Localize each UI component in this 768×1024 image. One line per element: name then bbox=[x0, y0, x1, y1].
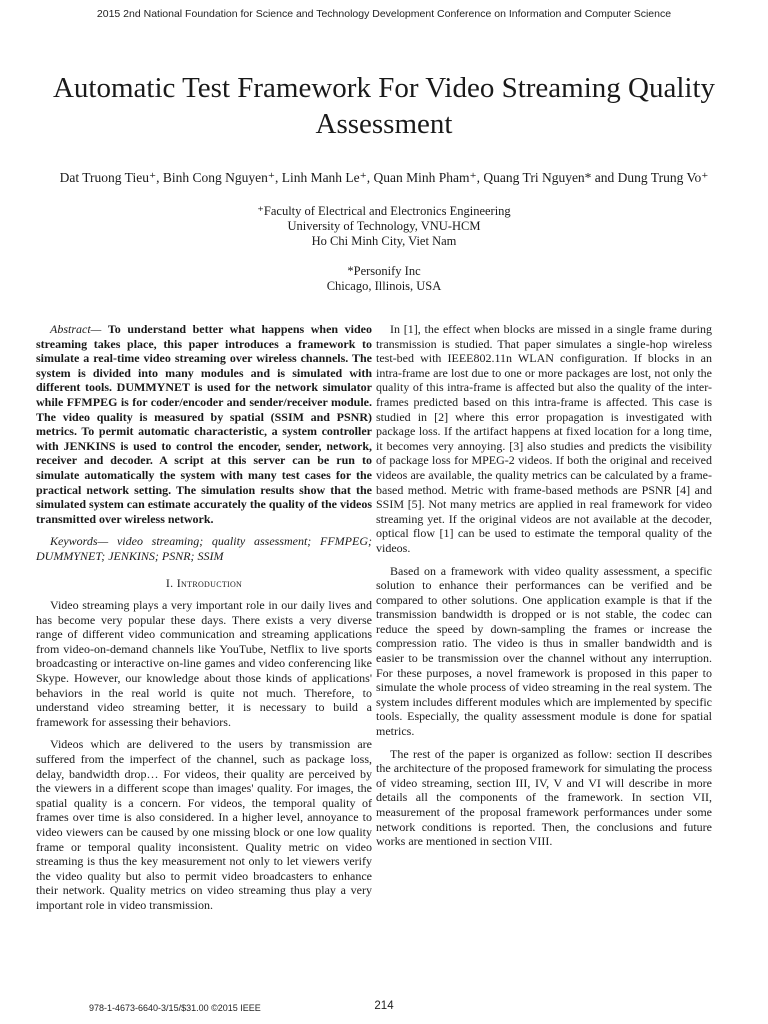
abstract-label: Abstract— bbox=[50, 322, 102, 336]
page-number: 214 bbox=[374, 1000, 394, 1012]
affiliation-line: Chicago, Illinois, USA bbox=[326, 279, 442, 293]
author-list: Dat Truong Tieu⁺, Binh Cong Nguyen⁺, Linh Manh Le⁺, Quan Minh Pham⁺, Quang Tri Nguyen* and Dung Trung Vo⁺ bbox=[59, 170, 709, 185]
keywords bbox=[36, 534, 372, 563]
paper-title: Automatic Test Framework For Video Streaming Quality Assessment bbox=[52, 72, 716, 140]
abstract bbox=[36, 322, 372, 526]
body-paragraph: Video streaming plays a very important role in our daily lives and has become very popular these days. There exists a very diverse range of different video communication and streaming applications from video-on-demand channels like YouTube, Netflix to live sports broadcasting or interactive on-line games and video conferencing like Skype. However, our knowledge about those kinds of applications' behaviors in the real world is quite not much. Therefore, to understand video streaming better, it is necessary to build a framework for assessing their behaviors. bbox=[36, 598, 372, 729]
left-column bbox=[36, 322, 372, 921]
body-paragraph: The rest of the paper is organized as follow: section II describes the architecture of the proposed framework for simulating the process of video streaming, section III, IV, V and VI will describe in more details all the components of the framework. In section VII, measurement of the proposal framework performances under some network conditions is reported. Then, the conclusions and future works are mentioned in section VIII. bbox=[376, 746, 712, 849]
section-number: I. bbox=[165, 575, 174, 590]
affiliation-line: University of Technology, VNU-HCM bbox=[287, 219, 481, 233]
affiliation-primary bbox=[100, 204, 668, 249]
abstract-text: To understand better what happens when video streaming takes place, this paper introduces a framework to simulate a real-time video streaming over wireless channels. The system is divided into many modules and is simulated with different tools. DUMMYNET is used for the network simulator while FFMPEG is for coder/encoder and sender/receiver module. The video quality is measured by spatial (SSIM and PSNR) metrics. To permit automatic characteristic, a system controller with JENKINS is used to control the encoder, sender, network, receiver and decoder. A script at this server can be run to simulate automatically the system with many test cases for the practical network setting. The simulation results show that the simulated system can estimate accurately the quality of the videos transmitted over wireless network. bbox=[36, 322, 372, 526]
affiliation-line: ⁺Faculty of Electrical and Electronics Engineering bbox=[257, 204, 511, 218]
section-title: Introduction bbox=[176, 575, 243, 590]
conference-header: 2015 2nd National Foundation for Science and Technology Development Conference on Information and Computer Science bbox=[96, 8, 672, 20]
right-column bbox=[376, 322, 712, 857]
keywords-text: video streaming; quality assessment; FFMPEG; DUMMYNET; JENKINS; PSNR; SSIM bbox=[36, 534, 372, 563]
body-paragraph: Based on a framework with video quality assessment, a specific solution to enhance their performances can be verified and be compared to other solutions. One application example is that if the transmission bandwidth is dropped or is not stable, the codec can reduce the speed by down-sampling the frames or increase the compression ratio. The video is thus in smaller bandwidth and is easier to be transmission over the channel without any interruption. For these purposes, a novel framework is proposed in this paper to simulate the whole process of video streaming in the real system. The system includes different modules which are implemented by specific tools. Especially, the quality assessment module is done for spatial metrics. bbox=[376, 563, 712, 739]
affiliation-secondary bbox=[100, 264, 668, 294]
keywords-label: Keywords— bbox=[50, 534, 109, 549]
affiliation-line: Ho Chi Minh City, Viet Nam bbox=[311, 234, 457, 248]
body-paragraph: Videos which are delivered to the users by transmission are suffered from the imperfect of the channel, such as package loss, delay, bandwidth drop… For videos, their quality are perceived by the viewers in a different scope than images' quality. For images, the spatial quality is a concern. For videos, the temporal quality of frames over time is also considered. In a higher level, annoyance to video viewers can be caused by one missing block or one low quality frame or temporal quality inconsistent. Quality metric on video streaming is thus the key measurement not only to let viewers verify the video quality but also to permit video broadcasters to enhance their network. Quality metrics on video streaming thus play a very important role in video transmission. bbox=[36, 737, 372, 912]
affiliation-line: *Personify Inc bbox=[347, 264, 421, 278]
body-paragraph: In [1], the effect when blocks are missed in a single frame during transmission is studied. That paper simulates a single-hop wireless test-bed with IEEE802.11n WLAN configuration. If blocks in an intra-frame are lost due to one or more packages are lost, not only the quality of this intra-frame is affected but also the quality of the inter-frames predicted based on this intra-frame is affected. This case is studied in [2] where this error propagation is investigated with package loss. If the artifact happens at fixed location for a long time, it becomes very annoying. [3] also studies and predicts the visibility of package loss for MPEG-2 videos. If both the original and received videos are available, the quality metrics can be calculated by a frame-based method. Metric with frame-based methods are PSNR [4] and SSIM [5]. Not many metrics are applied in real framework for video streaming yet. If the original videos are not available at the decoder, optical flow [1] can be used to estimate the temporal quality of the videos. bbox=[376, 322, 712, 555]
copyright-notice: 978-1-4673-6640-3/15/$31.00 ©2015 IEEE bbox=[89, 1003, 261, 1013]
section-heading bbox=[36, 576, 372, 591]
